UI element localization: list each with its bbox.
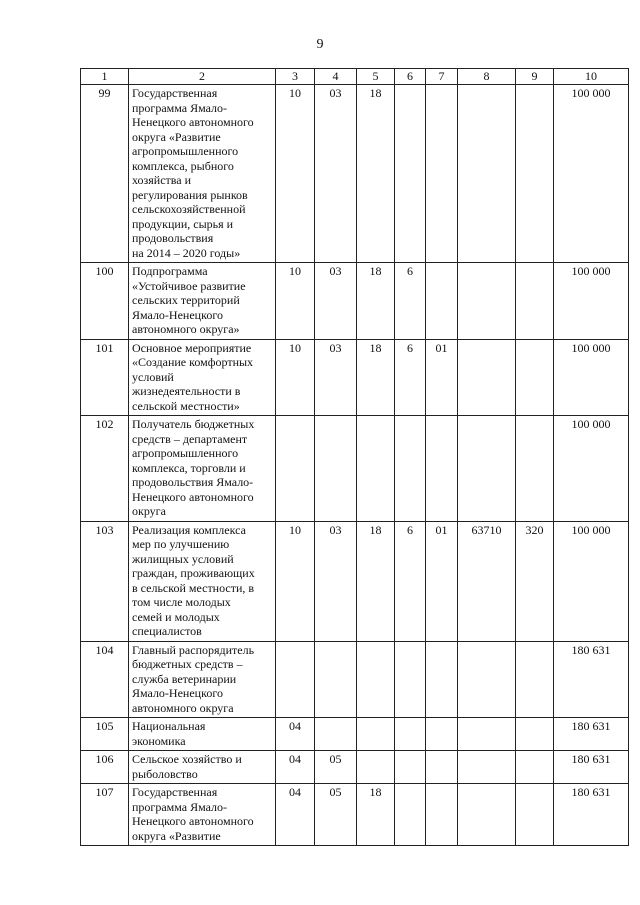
row-number-cell: 106 <box>81 751 129 784</box>
code-8-cell: 63710 <box>458 521 516 641</box>
code-6-cell: 6 <box>395 521 426 641</box>
code-5-cell: 18 <box>357 521 395 641</box>
code-7-cell <box>426 751 458 784</box>
code-4-cell: 03 <box>315 263 357 340</box>
code-6-cell <box>395 718 426 751</box>
table-row <box>81 339 629 416</box>
row-number-cell: 99 <box>81 85 129 263</box>
amount-cell: 180 631 <box>554 641 629 718</box>
row-name-cell: Государственная программа Ямало- Ненецкого автономного округа «Развитие <box>129 784 276 846</box>
code-4-cell <box>315 641 357 718</box>
table-row <box>81 751 629 784</box>
row-number-cell: 101 <box>81 339 129 416</box>
code-9-cell <box>516 751 554 784</box>
code-7-cell <box>426 263 458 340</box>
code-9-cell <box>516 416 554 522</box>
code-4-cell: 03 <box>315 521 357 641</box>
code-6-cell <box>395 751 426 784</box>
header-row <box>81 69 629 85</box>
row-name-cell: Сельское хозяйство и рыболовство <box>129 751 276 784</box>
row-name-cell: Национальная экономика <box>129 718 276 751</box>
code-4-cell <box>315 416 357 522</box>
code-8-cell <box>458 641 516 718</box>
code-3-cell: 10 <box>276 521 315 641</box>
code-4-cell: 05 <box>315 751 357 784</box>
header-cell: 7 <box>426 69 458 85</box>
row-number-cell: 107 <box>81 784 129 846</box>
code-5-cell: 18 <box>357 784 395 846</box>
code-9-cell <box>516 85 554 263</box>
code-7-cell <box>426 784 458 846</box>
amount-cell: 100 000 <box>554 521 629 641</box>
code-8-cell <box>458 751 516 784</box>
code-6-cell <box>395 85 426 263</box>
amount-cell: 100 000 <box>554 339 629 416</box>
table-row <box>81 521 629 641</box>
code-7-cell <box>426 416 458 522</box>
code-5-cell: 18 <box>357 85 395 263</box>
code-6-cell <box>395 416 426 522</box>
code-8-cell <box>458 263 516 340</box>
code-9-cell <box>516 784 554 846</box>
code-3-cell: 10 <box>276 263 315 340</box>
code-4-cell: 03 <box>315 85 357 263</box>
code-9-cell <box>516 263 554 340</box>
row-name-cell: Основное мероприятие «Создание комфортных условий жизнедеятельности в сельской местности» <box>129 339 276 416</box>
row-number-cell: 103 <box>81 521 129 641</box>
header-cell: 4 <box>315 69 357 85</box>
code-4-cell <box>315 718 357 751</box>
code-9-cell <box>516 339 554 416</box>
header-cell: 5 <box>357 69 395 85</box>
code-3-cell: 04 <box>276 751 315 784</box>
table-row <box>81 416 629 522</box>
code-4-cell: 05 <box>315 784 357 846</box>
code-8-cell <box>458 85 516 263</box>
code-7-cell: 01 <box>426 521 458 641</box>
amount-cell: 100 000 <box>554 263 629 340</box>
table-row <box>81 263 629 340</box>
budget-table <box>80 68 629 846</box>
code-7-cell <box>426 718 458 751</box>
code-6-cell: 6 <box>395 339 426 416</box>
row-number-cell: 100 <box>81 263 129 340</box>
header-cell: 9 <box>516 69 554 85</box>
header-cell: 2 <box>129 69 276 85</box>
code-8-cell <box>458 339 516 416</box>
code-8-cell <box>458 718 516 751</box>
amount-cell: 180 631 <box>554 751 629 784</box>
code-3-cell: 04 <box>276 784 315 846</box>
code-3-cell <box>276 416 315 522</box>
code-7-cell: 01 <box>426 339 458 416</box>
table-row <box>81 85 629 263</box>
code-4-cell: 03 <box>315 339 357 416</box>
code-8-cell <box>458 784 516 846</box>
page-number: 9 <box>316 37 324 52</box>
code-9-cell <box>516 718 554 751</box>
code-5-cell: 18 <box>357 339 395 416</box>
code-6-cell: 6 <box>395 263 426 340</box>
header-cell: 3 <box>276 69 315 85</box>
code-7-cell <box>426 85 458 263</box>
table-row <box>81 641 629 718</box>
code-3-cell: 10 <box>276 339 315 416</box>
row-name-cell: Подпрограмма «Устойчивое развитие сельских территорий Ямало-Ненецкого автономного округа» <box>129 263 276 340</box>
code-9-cell <box>516 641 554 718</box>
header-cell: 8 <box>458 69 516 85</box>
code-5-cell: 18 <box>357 263 395 340</box>
code-8-cell <box>458 416 516 522</box>
row-number-cell: 104 <box>81 641 129 718</box>
amount-cell: 180 631 <box>554 718 629 751</box>
code-5-cell <box>357 718 395 751</box>
code-5-cell <box>357 416 395 522</box>
table-row <box>81 718 629 751</box>
amount-cell: 180 631 <box>554 784 629 846</box>
code-5-cell <box>357 641 395 718</box>
row-name-cell: Получатель бюджетных средств – департамент агропромышленного комплекса, торговли и продовольствия Ямало- Ненецкого автономного округа <box>129 416 276 522</box>
code-3-cell: 10 <box>276 85 315 263</box>
row-name-cell: Реализация комплекса мер по улучшению жилищных условий граждан, проживающих в сельской местности, в том числе молодых семей и молодых специалистов <box>129 521 276 641</box>
code-3-cell: 04 <box>276 718 315 751</box>
code-7-cell <box>426 641 458 718</box>
row-number-cell: 105 <box>81 718 129 751</box>
code-6-cell <box>395 641 426 718</box>
amount-cell: 100 000 <box>554 416 629 522</box>
amount-cell: 100 000 <box>554 85 629 263</box>
code-3-cell <box>276 641 315 718</box>
header-cell: 6 <box>395 69 426 85</box>
header-cell: 10 <box>554 69 629 85</box>
code-9-cell: 320 <box>516 521 554 641</box>
code-5-cell <box>357 751 395 784</box>
row-number-cell: 102 <box>81 416 129 522</box>
code-6-cell <box>395 784 426 846</box>
row-name-cell: Государственная программа Ямало- Ненецкого автономного округа «Развитие агропромышленного комплекса, рыбного хозяйства и регулирования рынков сельскохозяйственной продукции, сырья и продовольствия на 2014 – 2020 годы» <box>129 85 276 263</box>
header-cell: 1 <box>81 69 129 85</box>
table-row <box>81 784 629 846</box>
row-name-cell: Главный распорядитель бюджетных средств – служба ветеринарии Ямало-Ненецкого автономного округа <box>129 641 276 718</box>
